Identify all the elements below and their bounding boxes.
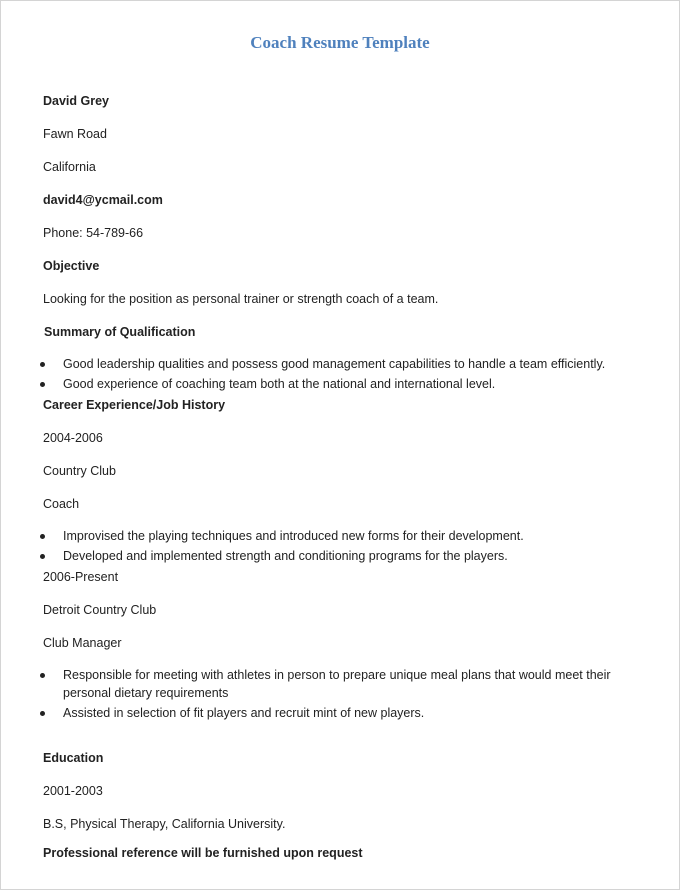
bullet-icon — [40, 554, 45, 559]
education-period: 2001-2003 — [43, 784, 103, 798]
document-title: Coach Resume Template — [250, 33, 430, 52]
job-company: Country Club — [43, 464, 116, 478]
email-address: david4@ycmail.com — [43, 193, 163, 207]
list-item — [43, 704, 653, 722]
list-item-text: Assisted in selection of fit players and recruit mint of new players. — [63, 706, 425, 720]
job-role: Coach — [43, 497, 80, 511]
list-item — [43, 355, 653, 373]
list-item — [43, 666, 653, 702]
list-item-text: Good experience of coaching team both at the national and international level. — [63, 377, 496, 391]
job-company: Detroit Country Club — [43, 603, 157, 617]
bullet-icon — [40, 673, 45, 678]
reference-note: Professional reference will be furnished upon request — [43, 846, 363, 860]
job-period: 2004-2006 — [43, 431, 103, 445]
bullet-icon — [40, 382, 45, 387]
list-item-text: Improvised the playing techniques and introduced new forms for their development. — [63, 529, 524, 543]
list-item — [43, 375, 653, 393]
job-period: 2006-Present — [43, 570, 119, 584]
experience-heading: Career Experience/Job History — [43, 398, 226, 412]
phone-number: Phone: 54-789-66 — [43, 226, 144, 240]
education-heading: Education — [43, 751, 104, 765]
list-item — [43, 547, 653, 565]
job-duties-list — [43, 527, 653, 567]
list-item-text: Responsible for meeting with athletes in person to prepare unique meal plans that would meet their personal dietary requirements — [63, 668, 611, 700]
objective-text: Looking for the position as personal trainer or strength coach of a team. — [43, 292, 439, 306]
summary-heading: Summary of Qualification — [44, 325, 196, 339]
address-line-1: Fawn Road — [43, 127, 107, 141]
education-degree: B.S, Physical Therapy, California University. — [43, 817, 286, 831]
list-item-text: Developed and implemented strength and conditioning programs for the players. — [63, 549, 508, 563]
bullet-icon — [40, 362, 45, 367]
candidate-name: David Grey — [43, 94, 110, 108]
bullet-icon — [40, 711, 45, 716]
summary-list — [43, 355, 653, 395]
list-item-text: Good leadership qualities and possess good management capabilities to handle a team efficiently. — [63, 357, 606, 371]
address-line-2: California — [43, 160, 96, 174]
job-duties-list — [43, 666, 653, 724]
list-item — [43, 527, 653, 545]
objective-heading: Objective — [43, 259, 100, 273]
job-role: Club Manager — [43, 636, 122, 650]
bullet-icon — [40, 534, 45, 539]
